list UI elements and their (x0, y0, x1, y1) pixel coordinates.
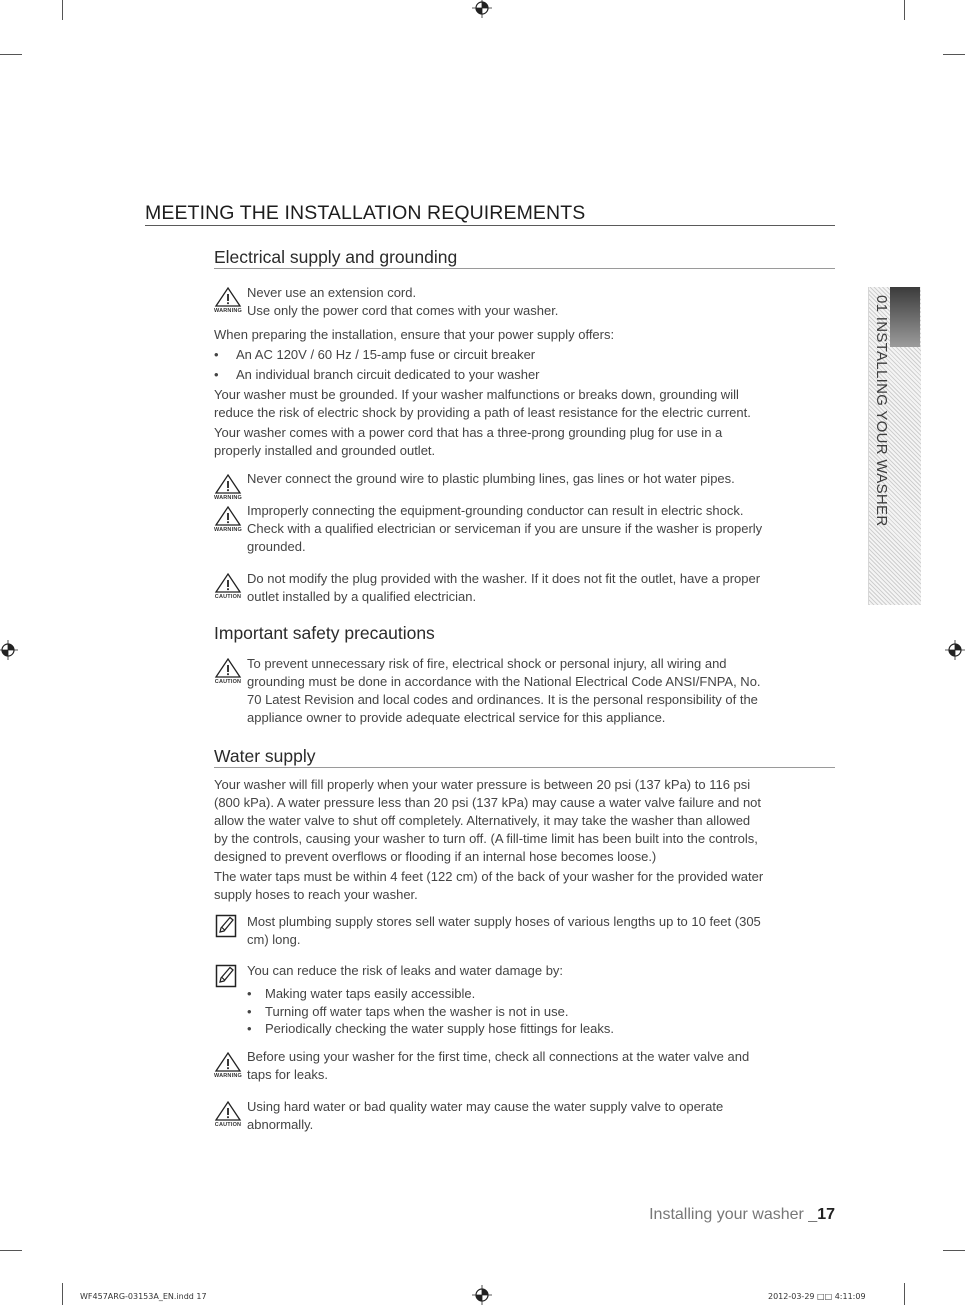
note-text: You can reduce the risk of leaks and water damage by: (247, 963, 564, 978)
list-item-text: An AC 120V / 60 Hz / 15-amp fuse or circuit breaker (236, 347, 536, 362)
caution-text (247, 655, 837, 727)
page-footer (649, 1206, 835, 1224)
intro-paragraph: When preparing the installation, ensure that your power supply offers: (214, 327, 615, 342)
text-line: properly installed and grounded outlet. (214, 443, 436, 458)
list-item: • Making water taps easily accessible. (247, 986, 476, 1001)
registration-mark-icon (0, 640, 18, 660)
footer-label: Installing your washer _ (649, 1206, 818, 1223)
text-line: Improperly connecting the equipment-grounding conductor can result in electric shock. (247, 503, 744, 518)
text-line: To prevent unnecessary risk of fire, electrical shock or personal injury, all wiring and (247, 656, 727, 671)
warning-text (247, 1048, 837, 1084)
text-line: reduce the risk of electric shock by providing a path of least resistance for the electric current. (214, 405, 751, 420)
text-line: The water taps must be within 4 feet (122 cm) of the back of your washer for the provided water (214, 869, 764, 884)
paragraph-water-pressure (214, 776, 834, 866)
warning-triangle-icon (214, 505, 242, 527)
list-item: • Periodically checking the water supply hose fittings for leaks. (247, 1021, 615, 1036)
warning-label: WARNING (214, 495, 242, 501)
paragraph-power-cord (214, 424, 834, 460)
text-line: allow the water valve to shut off completely. Alternatively, it may take the washer than allowed (214, 813, 751, 828)
list-item: • An AC 120V / 60 Hz / 15-amp fuse or circuit breaker (214, 347, 536, 362)
text-line: 70 Latest Revision and local codes and ordinances. It is the personal responsibility of the (247, 692, 758, 707)
registration-mark-icon (472, 0, 492, 18)
list-item-text: An individual branch circuit dedicated to your washer (236, 367, 540, 382)
warning-text: Never connect the ground wire to plastic plumbing lines, gas lines or hot water pipes. (247, 471, 735, 486)
text-line: supply hoses to reach your washer. (214, 887, 418, 902)
warning-symbol (214, 473, 242, 502)
registration-mark-icon (472, 1285, 492, 1305)
text-line: Your washer will fill properly when your water pressure is between 20 psi (137 kPa) to 116 psi (214, 777, 751, 792)
side-tab-accent (890, 287, 920, 347)
text-line: by the controls, causing your washer to turn off. (A fill-time limit has been built into the controls, (214, 831, 758, 846)
text-line: Your washer comes with a power cord that has a three-prong grounding plug for use in a (214, 425, 723, 440)
caution-symbol (214, 572, 242, 601)
caution-symbol (214, 1100, 242, 1129)
paragraph-grounding (214, 386, 834, 422)
note-icon (215, 914, 237, 938)
warning-text (247, 502, 837, 556)
text-line: (800 kPa). A water pressure less than 20 psi (137 kPa) may cause a water valve failure and not (214, 795, 762, 810)
warning-label: WARNING (214, 1073, 242, 1079)
warning-symbol (214, 286, 242, 315)
registration-mark-icon (945, 640, 965, 660)
list-item: • Turning off water taps when the washer is not in use. (247, 1003, 569, 1019)
caution-triangle-icon (214, 572, 242, 594)
page-number: 17 (817, 1206, 835, 1223)
text-line: grounding must be done in accordance with the National Electrical Code ANSI/FNPA, No. (247, 674, 761, 689)
caution-text (247, 1098, 837, 1134)
caution-triangle-icon (214, 657, 242, 679)
crop-mark (0, 1250, 22, 1251)
caution-label: CAUTION (214, 1122, 242, 1128)
warning-triangle-icon (214, 1051, 242, 1073)
warning-text (247, 284, 837, 320)
text-line: abnormally. (247, 1117, 314, 1132)
caution-label: CAUTION (214, 594, 242, 600)
note-text (247, 913, 837, 949)
text-line: grounded. (247, 539, 306, 554)
caution-symbol (214, 657, 242, 686)
crop-mark (62, 1283, 63, 1305)
list-item-text: Making water taps easily accessible. (265, 986, 476, 1001)
caution-text (247, 570, 837, 606)
section-heading-safety: Important safety precautions (214, 623, 435, 643)
caution-triangle-icon (214, 1100, 242, 1122)
warning-symbol (214, 505, 242, 534)
text-line: Check with a qualified electrician or serviceman if you are unsure if the washer is properly (247, 521, 763, 536)
text-line: designed to prevent overflows or flooding if an internal hose becomes loose.) (214, 849, 657, 864)
text-line: Most plumbing supply stores sell water supply hoses of various lengths up to 10 feet (305 (247, 914, 761, 929)
text-line: taps for leaks. (247, 1067, 328, 1082)
warning-label: WARNING (214, 308, 242, 314)
text-line: appliance owner to provide adequate electrical service for this appliance. (247, 710, 666, 725)
note-icon (215, 964, 237, 988)
crop-mark (904, 0, 905, 20)
section-heading-water: Water supply (214, 745, 835, 768)
text-line: Before using your washer for the first time, check all connections at the water valve and (247, 1049, 750, 1064)
warning-symbol (214, 1051, 242, 1080)
bullet-list (247, 985, 837, 1038)
text-line: cm) long. (247, 932, 301, 947)
slug-filename: WF457ARG-03153A_EN.indd 17 (80, 1292, 207, 1301)
side-tab-label: 01 INSTALLING YOUR WASHER (873, 295, 890, 527)
crop-mark (62, 0, 63, 20)
warning-triangle-icon (214, 286, 242, 308)
page-title: MEETING THE INSTALLATION REQUIREMENTS (145, 202, 835, 226)
crop-mark (0, 54, 22, 55)
text-line: Never use an extension cord. (247, 285, 417, 300)
warning-triangle-icon (214, 473, 242, 495)
bullet-list (214, 345, 834, 385)
paragraph-water-taps (214, 868, 834, 904)
text-line: Use only the power cord that comes with your washer. (247, 303, 559, 318)
list-item-text: Periodically checking the water supply hose fittings for leaks. (265, 1021, 615, 1036)
slug-date: 2012-03-29 □□ 4:11:09 (768, 1292, 866, 1301)
text-line: Using hard water or bad quality water may cause the water supply valve to operate (247, 1099, 724, 1114)
text-line: Do not modify the plug provided with the washer. If it does not fit the outlet, have a proper (247, 571, 761, 586)
text-line: Your washer must be grounded. If your washer malfunctions or breaks down, grounding will (214, 387, 739, 402)
crop-mark (943, 1250, 965, 1251)
list-item: • An individual branch circuit dedicated to your washer (214, 367, 540, 382)
section-heading-electrical: Electrical supply and grounding (214, 246, 835, 269)
crop-mark (943, 54, 965, 55)
caution-label: CAUTION (214, 679, 242, 685)
warning-label: WARNING (214, 527, 242, 533)
crop-mark (904, 1283, 905, 1305)
text-line: outlet installed by a qualified electrician. (247, 589, 477, 604)
list-item-text: Turning off water taps when the washer is not in use. (265, 1003, 569, 1019)
